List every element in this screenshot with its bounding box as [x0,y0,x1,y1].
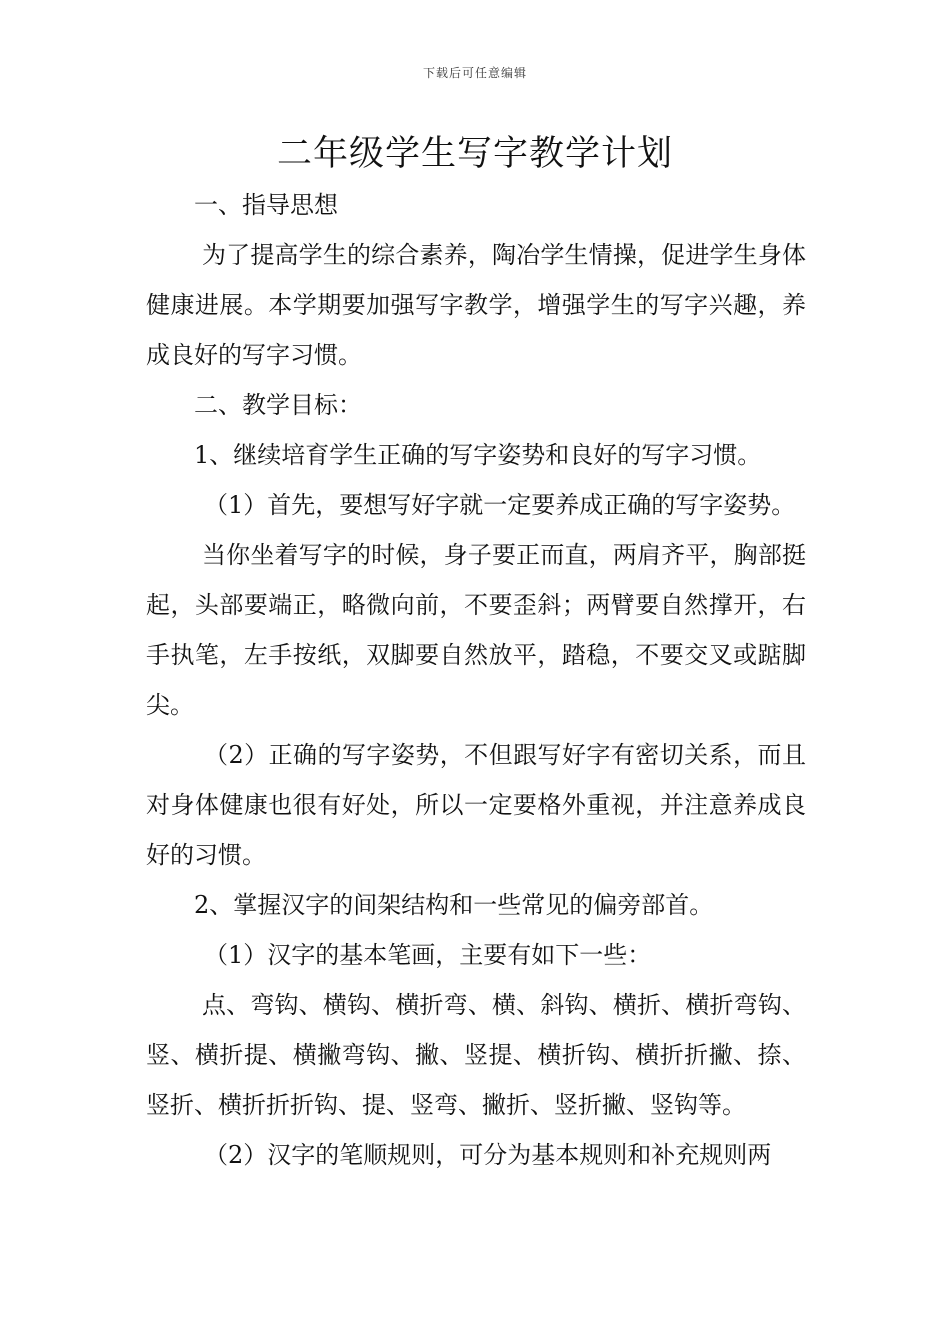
section-heading-teaching-goals: 二、教学目标： [194,391,362,419]
goal-item-2-sub-2: （2）汉字的笔顺规则，可分为基本规则和补充规则两 [204,1141,772,1169]
document-body [146,180,806,1180]
paragraph-guiding-thought: 为了提高学生的综合素养，陶冶学生情操，促进学生身体健康进展。本学期要加强写字教学，增强学生的写字兴趣，养成良好的写字习惯。 [146,241,806,369]
goal-item-1: 1、继续培育学生正确的写字姿势和良好的写字习惯。 [194,441,762,469]
goal-item-1-sub-1: （1）首先，要想写好字就一定要养成正确的写字姿势。 [204,491,796,519]
paragraph-basic-strokes: 点、弯钩、横钩、横折弯、横、斜钩、横折、横折弯钩、竖、横折提、横撇弯钩、撇、竖提、横折钩、横折折撇、捺、竖折、横折折折钩、提、竖弯、撇折、竖折撇、竖钩等。 [146,991,806,1119]
section-heading-guiding-thought: 一、指导思想 [194,191,338,219]
goal-item-2-sub-1: （1）汉字的基本笔画，主要有如下一些： [204,941,652,969]
paragraph-writing-posture: 当你坐着写字的时候，身子要正而直，两肩齐平，胸部挺起，头部要端正，略微向前，不要歪斜；两臂要自然撑开，右手执笔，左手按纸，双脚要自然放平，踏稳，不要交叉或踮脚尖。 [146,541,806,719]
document-title: 二年级学生写字教学计划 [276,134,673,174]
goal-item-1-sub-2: （2）正确的写字姿势，不但跟写好字有密切关系，而且对身体健康也很有好处，所以一定要格外重视，并注意养成良好的习惯。 [146,741,806,869]
goal-item-2: 2、掌握汉字的间架结构和一些常见的偏旁部首。 [194,891,714,919]
header-note: 下载后可任意编辑 [422,66,527,80]
